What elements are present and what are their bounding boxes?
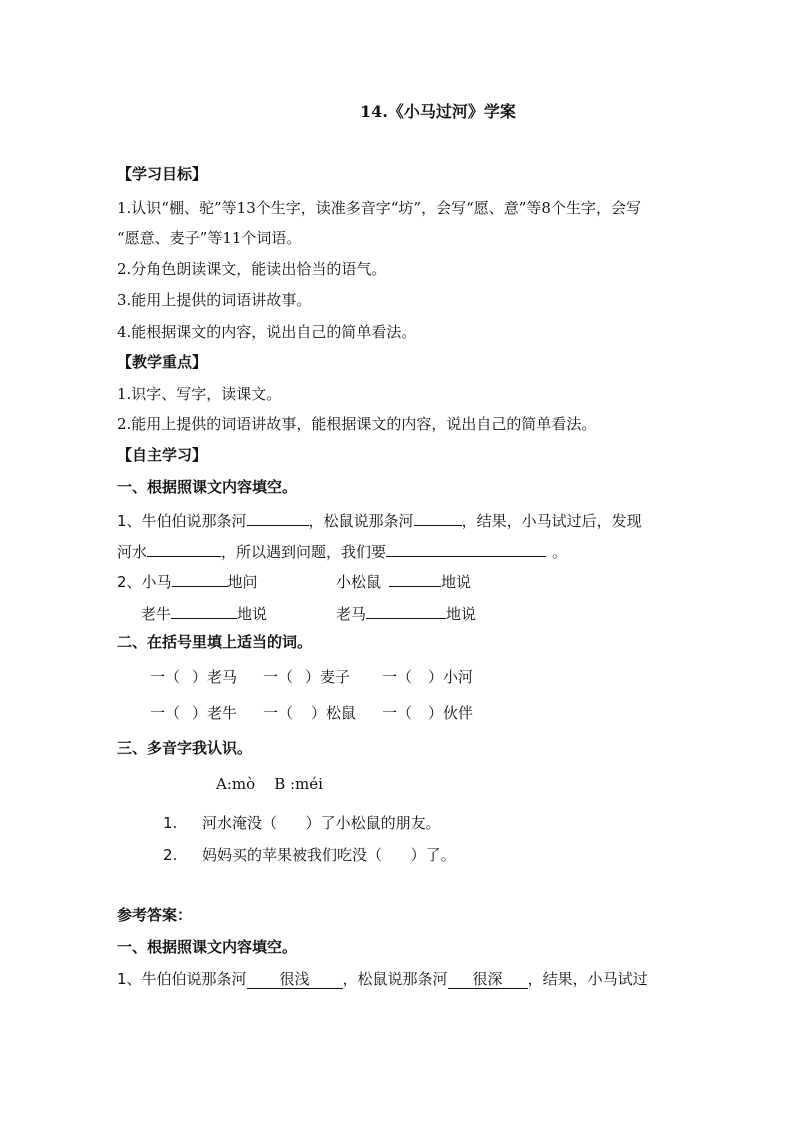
text: 1、牛伯伯说那条河 xyxy=(117,970,247,988)
text: 1、牛伯伯说那条河 xyxy=(117,512,247,530)
text: （ xyxy=(397,704,413,722)
text: 一 xyxy=(150,704,166,722)
text: 。 xyxy=(552,543,568,561)
focus-line-2: 2.能用上提供的词语讲故事，能根据课文的内容，说出自己的简单看法。 xyxy=(117,415,597,433)
text: （ xyxy=(278,704,294,722)
text: 地问 xyxy=(227,573,258,591)
answer-blank: 很深 xyxy=(448,970,528,989)
text: （ xyxy=(278,668,294,686)
text: 地说 xyxy=(237,605,268,623)
section-heading-self-study: 【自主学习】 xyxy=(117,446,208,464)
text: 小松鼠 xyxy=(336,573,382,591)
text: 一 xyxy=(263,704,279,722)
part3-options: A:mò B :méi xyxy=(216,775,323,793)
goal-line-4: 4.能根据课文的内容，说出自己的简单看法。 xyxy=(117,323,417,341)
text: 河水 xyxy=(117,543,148,561)
text: 老牛 xyxy=(207,704,238,722)
part2-heading: 二、在括号里填上适当的词。 xyxy=(117,633,313,651)
text: 地说 xyxy=(441,573,472,591)
text: ） xyxy=(305,668,321,686)
text: 老马 xyxy=(336,605,367,623)
part2-item xyxy=(150,703,237,723)
blank[interactable] xyxy=(366,602,446,619)
blank[interactable] xyxy=(386,540,546,557)
part1-line-1 xyxy=(117,509,642,531)
part1-row-4-right xyxy=(336,602,476,624)
blank[interactable] xyxy=(414,509,462,526)
text: （ xyxy=(397,668,413,686)
section-heading-focus: 【教学重点】 xyxy=(117,353,208,371)
blank[interactable] xyxy=(389,570,441,587)
blank[interactable] xyxy=(247,509,309,526)
answers-line-1 xyxy=(117,969,648,989)
page-title: 14.《小马过河》学案 xyxy=(360,102,516,121)
part1-heading: 一、根据照课文内容填空。 xyxy=(117,478,298,496)
answers-part1-heading: 一、根据照课文内容填空。 xyxy=(117,938,298,956)
part1-row-4 xyxy=(141,602,267,624)
text: 伙伴 xyxy=(443,704,474,722)
part3-heading: 三、多音字我认识。 xyxy=(117,739,253,757)
part2-item xyxy=(382,667,473,687)
text: ，所以遇到问题，我们要 xyxy=(221,543,387,561)
text: 地说 xyxy=(446,605,477,623)
text: 麦子 xyxy=(320,668,351,686)
text: ） xyxy=(311,704,327,722)
part3-question-2: 妈妈买的苹果被我们吃没（ ）了。 xyxy=(202,846,456,864)
text: ，松鼠说那条河 xyxy=(342,970,448,988)
part2-item xyxy=(150,667,237,687)
part3-question-number: 2. xyxy=(163,846,178,864)
text: ） xyxy=(192,668,208,686)
text: 一 xyxy=(150,668,166,686)
text: 老马 xyxy=(207,668,238,686)
text: ） xyxy=(192,704,208,722)
goal-line-3: 3.能用上提供的词语讲故事。 xyxy=(117,291,312,309)
part2-item xyxy=(263,703,356,723)
part2-item xyxy=(382,703,473,723)
text: ，松鼠说那条河 xyxy=(308,512,414,530)
text: 老牛 xyxy=(141,605,172,623)
text: 一 xyxy=(382,704,398,722)
part3-question-1: 河水淹没（ ）了小松鼠的朋友。 xyxy=(202,814,441,832)
part1-row-3-right xyxy=(336,570,471,592)
text: （ xyxy=(165,668,181,686)
goal-line-2: 2.分角色朗读课文，能读出恰当的语气。 xyxy=(117,260,387,278)
text: ，结果，小马试过后，发现 xyxy=(461,512,642,530)
text: 一 xyxy=(382,668,398,686)
text: ） xyxy=(428,668,444,686)
focus-line-1: 1.识字、写字，读课文。 xyxy=(117,385,282,403)
answers-heading: 参考答案： xyxy=(117,906,193,924)
goal-line-1-cont: “愿意、麦子”等11个词语。 xyxy=(117,229,302,247)
part1-line-2 xyxy=(117,540,567,562)
part2-item xyxy=(263,667,350,687)
part3-question-number: 1. xyxy=(163,814,178,832)
blank[interactable] xyxy=(172,570,228,587)
text: （ xyxy=(165,704,181,722)
goal-line-1: 1.认识“棚、驼”等13个生字，读准多音字“坊”，会写“愿、意”等8个生字，会写 xyxy=(117,199,641,217)
part1-row-3 xyxy=(117,570,258,592)
blank[interactable] xyxy=(171,602,237,619)
text: ，结果，小马试过 xyxy=(527,970,648,988)
text: 松鼠 xyxy=(326,704,357,722)
blank[interactable] xyxy=(147,540,221,557)
text: 2、小马 xyxy=(117,573,172,591)
text: 小河 xyxy=(443,668,474,686)
text: 一 xyxy=(263,668,279,686)
text: ） xyxy=(428,704,444,722)
answer-blank: 很浅 xyxy=(247,970,343,989)
section-heading-goals: 【学习目标】 xyxy=(117,165,208,183)
